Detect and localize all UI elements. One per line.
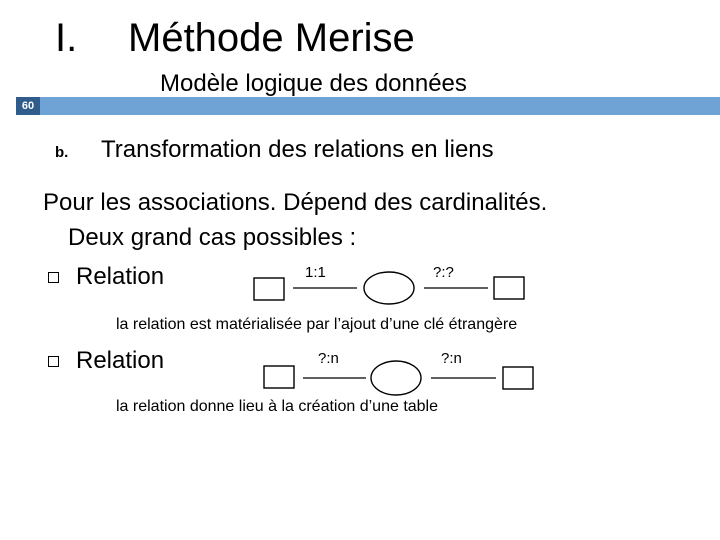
section-letter: b. <box>55 144 69 161</box>
case-1-right-cardinality: ?:? <box>433 264 454 281</box>
page-subtitle: Modèle logique des données <box>160 70 467 97</box>
case-1-left-cardinality: 1:1 <box>305 264 326 281</box>
intro-line-1: Pour les associations. Dépend des cardinalités. <box>43 189 548 216</box>
association-ellipse <box>371 361 421 395</box>
case-1-note: la relation est matérialisée par l’ajout d’une clé étrangère <box>116 316 518 333</box>
section-title: Transformation des relations en liens <box>101 136 494 163</box>
association-ellipse <box>364 272 414 304</box>
case-2-label: Relation <box>76 347 165 374</box>
case-1-diagram <box>254 272 524 304</box>
intro-line-2: Deux grand cas possibles : <box>68 224 357 251</box>
case-2-left-cardinality: ?:n <box>318 350 339 367</box>
case-1-label: Relation <box>76 263 165 290</box>
page-title: Méthode Merise <box>128 16 415 60</box>
case-2-note: la relation donne lieu à la création d’une table <box>116 398 439 415</box>
entity-box-right <box>503 367 533 389</box>
case-2-diagram <box>264 361 533 395</box>
slide-number: 60 <box>16 97 40 115</box>
title-number: I. <box>55 16 78 60</box>
entity-box-left <box>254 278 284 300</box>
entity-box-left <box>264 366 294 388</box>
entity-box-right <box>494 277 524 299</box>
case-2-right-cardinality: ?:n <box>441 350 462 367</box>
